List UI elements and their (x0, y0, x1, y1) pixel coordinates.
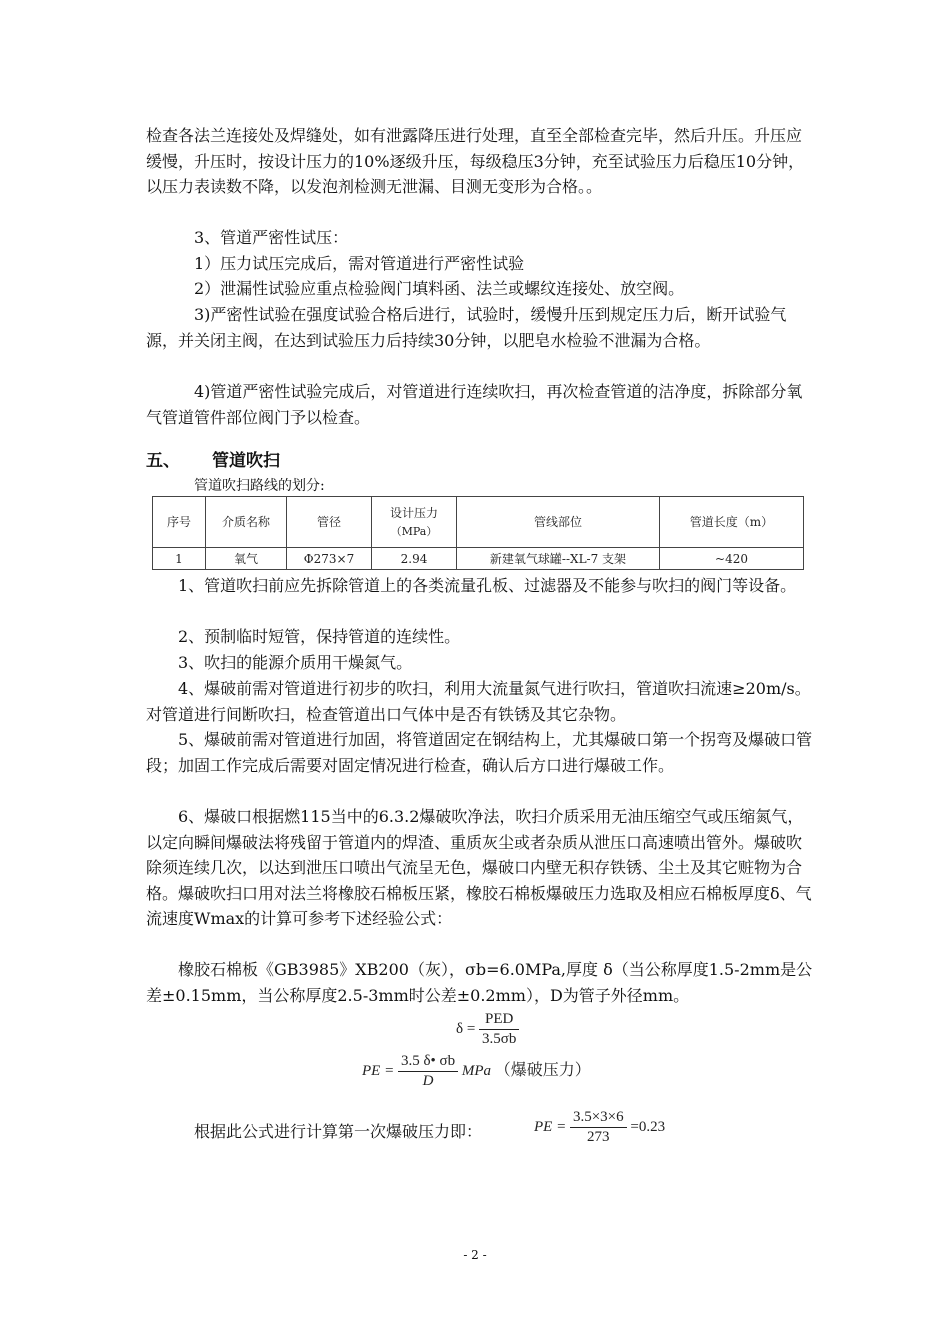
formula-first-burst-fraction (570, 1108, 627, 1147)
cell-pipe-length: ~420 (660, 548, 804, 570)
table-caption: 管道吹扫路线的划分: (194, 478, 325, 494)
formula-burst-pressure-fraction (398, 1052, 458, 1091)
formula-thickness-denominator: 3.5σb (482, 1031, 517, 1047)
formula-thickness-fraction (479, 1010, 519, 1049)
header-design-pressure-unit: （MPa） (390, 524, 438, 538)
table-row (153, 548, 804, 570)
formula-first-burst-numerator: 3.5×3×6 (570, 1108, 627, 1128)
cell-design-pressure: 2.94 (372, 548, 457, 570)
formula-burst-pressure-unit: MPa (461, 1062, 492, 1079)
paragraph-pressure-test: 检查各法兰连接处及焊缝处，如有泄露降压进行处理，直至全部检查完毕，然后升压。升压应缓慢，升压时，按设计压力的10%逐级升压，每级稳压3分钟，充至试验压力后稳压10分钟，以压力表读数不降，以发泡剂检测无泄漏、目测无变形为合格。。 (146, 126, 805, 196)
formula-burst-pressure-note: （爆破压力） (494, 1059, 591, 1079)
header-seq: 序号 (153, 497, 206, 548)
formula-burst-pressure (362, 1052, 591, 1091)
formula-first-burst (534, 1108, 665, 1147)
formula-burst-pressure-denominator: D (422, 1073, 434, 1089)
header-design-pressure-label: 设计压力 (389, 505, 438, 520)
formula-burst-pressure-numerator: 3.5 δ• σb (398, 1052, 458, 1072)
paragraph-tightness-2: 2）泄漏性试验应重点检验阀门填料函、法兰或螺纹连接处、放空阀。 (194, 279, 685, 298)
paragraph-tightness-3: 3)严密性试验在强度试验合格后进行，试验时，缓慢升压到规定压力后，断开试验气源，并关闭主阀，在达到试验压力后持续30分钟，以肥皂水检验不泄漏为合格。 (146, 305, 787, 350)
section-heading (146, 446, 280, 471)
header-pipe-length: 管道长度（m） (660, 497, 804, 548)
paragraph-tightness-4: 4)管道严密性试验完成后，对管道进行连续吹扫，再次检查管道的洁净度，拆除部分氧气管道管件部位阀门予以检查。 (146, 382, 803, 427)
cell-pipeline-location: 新建氧气球罐--XL-7 支架 (457, 548, 660, 570)
header-design-pressure (372, 497, 457, 548)
formula-first-burst-lhs: PE = (534, 1118, 567, 1135)
table-header-row (153, 497, 804, 548)
paragraph-purge-4: 4、爆破前需对管道进行初步的吹扫，利用大流量氮气进行吹扫，管道吹扫流速≥20m/s。对管道进行间断吹扫，检查管道出口气体中是否有铁锈及其它杂物。 (146, 679, 811, 724)
formula-thickness (456, 1010, 519, 1049)
paragraph-tightness-heading: 3、管道严密性试压： (194, 228, 349, 247)
formula-thickness-lhs: δ = (456, 1020, 476, 1037)
paragraph-purge-2: 2、预制临时短管，保持管道的连续性。 (178, 627, 461, 646)
header-pipeline-location: 管线部位 (457, 497, 660, 548)
paragraph-tightness-1: 1）压力试压完成后，需对管道进行严密性试验 (194, 254, 525, 273)
formula-calc-intro: 根据此公式进行计算第一次爆破压力即： (194, 1122, 483, 1141)
header-diameter: 管径 (287, 497, 372, 548)
header-medium: 介质名称 (206, 497, 287, 548)
cell-diameter: Φ273×7 (287, 548, 372, 570)
page-number: - 2 - (463, 1248, 487, 1262)
formula-first-burst-result: =0.23 (630, 1118, 666, 1135)
paragraph-purge-1: 1、管道吹扫前应先拆除管道上的各类流量孔板、过滤器及不能参与吹扫的阀门等设备。 (178, 576, 797, 595)
cell-seq: 1 (153, 548, 206, 570)
formula-thickness-numerator: PED (479, 1010, 519, 1030)
formula-burst-pressure-lhs: PE = (362, 1062, 395, 1079)
formula-first-burst-denominator: 273 (587, 1129, 610, 1145)
paragraph-asbestos-board: 橡胶石棉板《GB3985》XB200（灰），σb=6.0MPa,厚度 δ（当公称厚度1.5-2mm是公差±0.15mm，当公称厚度2.5-3mm时公差±0.2mm），D为管子外径mm。 (146, 960, 813, 1005)
paragraph-purge-6: 6、爆破口根据燃115当中的6.3.2爆破吹净法，吹扫介质采用无油压缩空气或压缩氮气，以定向瞬间爆破法将残留于管道内的焊渣、重质灰尘或者杂质从泄压口高速喷出管外。爆破吹除须连续几次，以达到泄压口喷出气流呈无色，爆破口内壁无积存铁锈、尘土及其它赃物为合格。爆破吹扫口用对法兰将橡胶石棉板压紧，橡胶石棉板爆破压力选取及相应石棉板厚度δ、气流速度Wmax的计算可参考下述经验公式： (146, 807, 812, 928)
cell-medium: 氧气 (206, 548, 287, 570)
paragraph-purge-3: 3、吹扫的能源介质用干燥氮气。 (178, 653, 413, 672)
section-number: 五、 (146, 451, 180, 471)
purge-route-table (152, 496, 804, 570)
paragraph-purge-5: 5、爆破前需对管道进行加固，将管道固定在钢结构上，尤其爆破口第一个拐弯及爆破口管段；加固工作完成后需要对固定情况进行检查，确认后方口进行爆破工作。 (146, 730, 813, 775)
section-title: 管道吹扫 (212, 451, 280, 471)
